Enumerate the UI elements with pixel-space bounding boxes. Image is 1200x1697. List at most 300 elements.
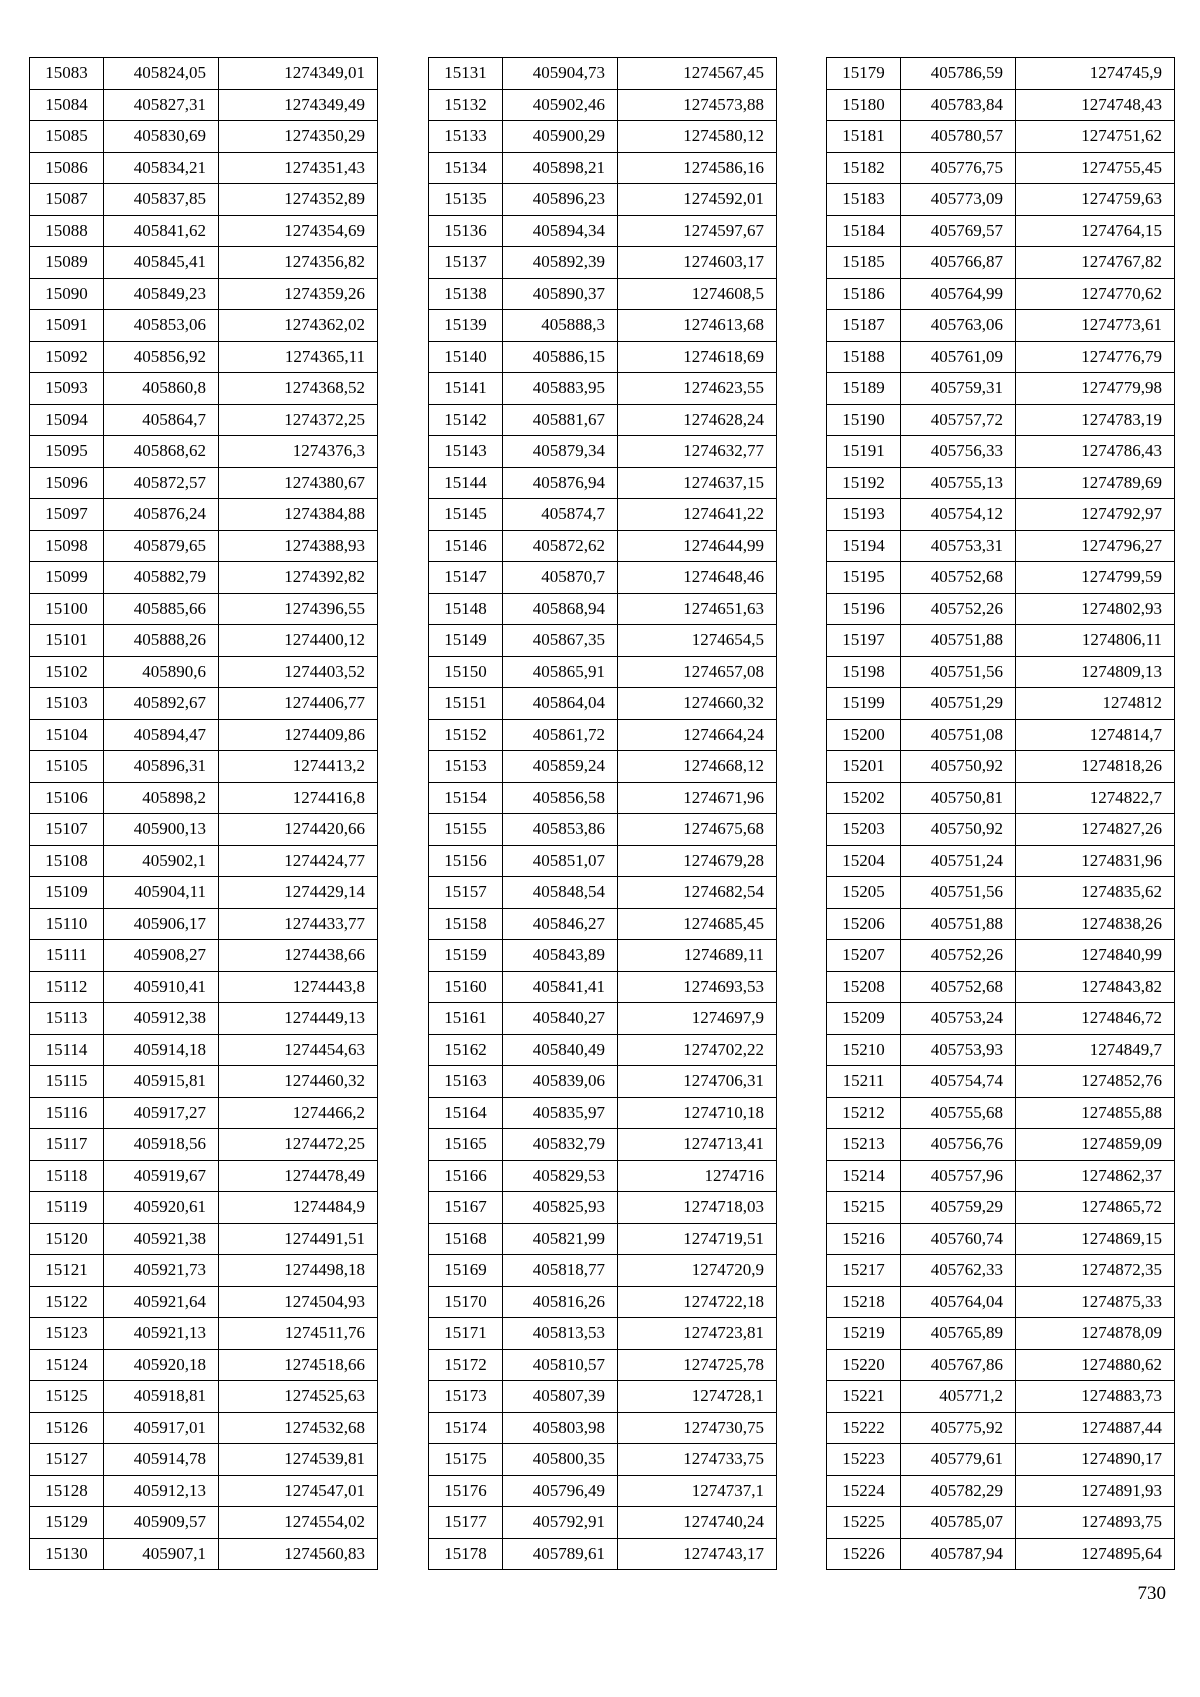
table-row <box>30 467 378 499</box>
table-row <box>429 499 777 531</box>
y-coordinate-cell: 1274547,01 <box>219 1475 378 1507</box>
point-number-cell: 15171 <box>429 1318 503 1350</box>
point-number-cell: 15192 <box>827 467 901 499</box>
point-number-cell: 15166 <box>429 1160 503 1192</box>
y-coordinate-cell: 1274372,25 <box>219 404 378 436</box>
y-coordinate-cell: 1274511,76 <box>219 1318 378 1350</box>
y-coordinate-cell: 1274403,52 <box>219 656 378 688</box>
table-row <box>827 341 1175 373</box>
x-coordinate-cell: 405756,33 <box>901 436 1016 468</box>
x-coordinate-cell: 405912,13 <box>104 1475 219 1507</box>
x-coordinate-cell: 405813,53 <box>503 1318 618 1350</box>
y-coordinate-cell: 1274748,43 <box>1016 89 1175 121</box>
y-coordinate-cell: 1274628,24 <box>618 404 777 436</box>
x-coordinate-cell: 405904,73 <box>503 58 618 90</box>
point-number-cell: 15104 <box>30 719 104 751</box>
table-row <box>429 1412 777 1444</box>
point-number-cell: 15107 <box>30 814 104 846</box>
y-coordinate-cell: 1274740,24 <box>618 1507 777 1539</box>
x-coordinate-cell: 405902,46 <box>503 89 618 121</box>
table-row <box>827 1381 1175 1413</box>
point-number-cell: 15131 <box>429 58 503 90</box>
y-coordinate-cell: 1274812 <box>1016 688 1175 720</box>
x-coordinate-cell: 405853,06 <box>104 310 219 342</box>
x-coordinate-cell: 405751,29 <box>901 688 1016 720</box>
table-row <box>429 1003 777 1035</box>
y-coordinate-cell: 1274722,18 <box>618 1286 777 1318</box>
point-number-cell: 15105 <box>30 751 104 783</box>
table-row <box>429 1538 777 1570</box>
point-number-cell: 15173 <box>429 1381 503 1413</box>
point-number-cell: 15140 <box>429 341 503 373</box>
coordinates-table-1 <box>29 57 378 1570</box>
point-number-cell: 15220 <box>827 1349 901 1381</box>
x-coordinate-cell: 405908,27 <box>104 940 219 972</box>
x-coordinate-cell: 405751,88 <box>901 625 1016 657</box>
table-row <box>429 782 777 814</box>
x-coordinate-cell: 405917,01 <box>104 1412 219 1444</box>
y-coordinate-cell: 1274878,09 <box>1016 1318 1175 1350</box>
table-row <box>429 1129 777 1161</box>
table-row <box>827 656 1175 688</box>
x-coordinate-cell: 405918,81 <box>104 1381 219 1413</box>
point-number-cell: 15219 <box>827 1318 901 1350</box>
y-coordinate-cell: 1274764,15 <box>1016 215 1175 247</box>
x-coordinate-cell: 405874,7 <box>503 499 618 531</box>
table-row <box>30 1034 378 1066</box>
point-number-cell: 15215 <box>827 1192 901 1224</box>
x-coordinate-cell: 405879,34 <box>503 436 618 468</box>
x-coordinate-cell: 405918,56 <box>104 1129 219 1161</box>
x-coordinate-cell: 405856,58 <box>503 782 618 814</box>
x-coordinate-cell: 405755,68 <box>901 1097 1016 1129</box>
point-number-cell: 15117 <box>30 1129 104 1161</box>
point-number-cell: 15157 <box>429 877 503 909</box>
point-number-cell: 15211 <box>827 1066 901 1098</box>
table-row <box>827 562 1175 594</box>
y-coordinate-cell: 1274420,66 <box>219 814 378 846</box>
x-coordinate-cell: 405861,72 <box>503 719 618 751</box>
table-row <box>30 908 378 940</box>
point-number-cell: 15121 <box>30 1255 104 1287</box>
point-number-cell: 15083 <box>30 58 104 90</box>
point-number-cell: 15143 <box>429 436 503 468</box>
table-row <box>827 1223 1175 1255</box>
table-row <box>30 215 378 247</box>
y-coordinate-cell: 1274608,5 <box>618 278 777 310</box>
y-coordinate-cell: 1274406,77 <box>219 688 378 720</box>
point-number-cell: 15122 <box>30 1286 104 1318</box>
table-row <box>827 247 1175 279</box>
x-coordinate-cell: 405756,76 <box>901 1129 1016 1161</box>
y-coordinate-cell: 1274697,9 <box>618 1003 777 1035</box>
y-coordinate-cell: 1274869,15 <box>1016 1223 1175 1255</box>
y-coordinate-cell: 1274618,69 <box>618 341 777 373</box>
table-row <box>429 1475 777 1507</box>
y-coordinate-cell: 1274835,62 <box>1016 877 1175 909</box>
table-row <box>429 688 777 720</box>
x-coordinate-cell: 405872,57 <box>104 467 219 499</box>
point-number-cell: 15176 <box>429 1475 503 1507</box>
point-number-cell: 15188 <box>827 341 901 373</box>
x-coordinate-cell: 405920,61 <box>104 1192 219 1224</box>
x-coordinate-cell: 405754,74 <box>901 1066 1016 1098</box>
y-coordinate-cell: 1274641,22 <box>618 499 777 531</box>
x-coordinate-cell: 405757,96 <box>901 1160 1016 1192</box>
x-coordinate-cell: 405752,68 <box>901 971 1016 1003</box>
point-number-cell: 15100 <box>30 593 104 625</box>
x-coordinate-cell: 405837,85 <box>104 184 219 216</box>
point-number-cell: 15113 <box>30 1003 104 1035</box>
x-coordinate-cell: 405892,67 <box>104 688 219 720</box>
x-coordinate-cell: 405763,06 <box>901 310 1016 342</box>
table-row <box>30 625 378 657</box>
point-number-cell: 15085 <box>30 121 104 153</box>
x-coordinate-cell: 405921,64 <box>104 1286 219 1318</box>
y-coordinate-cell: 1274368,52 <box>219 373 378 405</box>
table-row <box>30 1286 378 1318</box>
x-coordinate-cell: 405917,27 <box>104 1097 219 1129</box>
y-coordinate-cell: 1274567,45 <box>618 58 777 90</box>
x-coordinate-cell: 405762,33 <box>901 1255 1016 1287</box>
x-coordinate-cell: 405843,89 <box>503 940 618 972</box>
table-row <box>30 1255 378 1287</box>
table-row <box>429 530 777 562</box>
point-number-cell: 15138 <box>429 278 503 310</box>
table-row <box>827 1097 1175 1129</box>
y-coordinate-cell: 1274827,26 <box>1016 814 1175 846</box>
x-coordinate-cell: 405803,98 <box>503 1412 618 1444</box>
point-number-cell: 15144 <box>429 467 503 499</box>
table-row <box>30 1223 378 1255</box>
table-row <box>30 814 378 846</box>
table-row <box>30 530 378 562</box>
table-row <box>429 751 777 783</box>
x-coordinate-cell: 405851,07 <box>503 845 618 877</box>
point-number-cell: 15177 <box>429 1507 503 1539</box>
table-row <box>827 310 1175 342</box>
y-coordinate-cell: 1274592,01 <box>618 184 777 216</box>
table-row <box>429 1349 777 1381</box>
point-number-cell: 15161 <box>429 1003 503 1035</box>
y-coordinate-cell: 1274424,77 <box>219 845 378 877</box>
point-number-cell: 15096 <box>30 467 104 499</box>
point-number-cell: 15111 <box>30 940 104 972</box>
x-coordinate-cell: 405753,31 <box>901 530 1016 562</box>
point-number-cell: 15094 <box>30 404 104 436</box>
y-coordinate-cell: 1274682,54 <box>618 877 777 909</box>
point-number-cell: 15087 <box>30 184 104 216</box>
point-number-cell: 15086 <box>30 152 104 184</box>
point-number-cell: 15202 <box>827 782 901 814</box>
point-number-cell: 15175 <box>429 1444 503 1476</box>
y-coordinate-cell: 1274725,78 <box>618 1349 777 1381</box>
y-coordinate-cell: 1274893,75 <box>1016 1507 1175 1539</box>
y-coordinate-cell: 1274796,27 <box>1016 530 1175 562</box>
table-row <box>429 278 777 310</box>
point-number-cell: 15178 <box>429 1538 503 1570</box>
point-number-cell: 15217 <box>827 1255 901 1287</box>
point-number-cell: 15114 <box>30 1034 104 1066</box>
y-coordinate-cell: 1274478,49 <box>219 1160 378 1192</box>
table-row <box>30 751 378 783</box>
x-coordinate-cell: 405849,23 <box>104 278 219 310</box>
y-coordinate-cell: 1274759,63 <box>1016 184 1175 216</box>
table-row <box>827 499 1175 531</box>
x-coordinate-cell: 405780,57 <box>901 121 1016 153</box>
y-coordinate-cell: 1274623,55 <box>618 373 777 405</box>
y-coordinate-cell: 1274789,69 <box>1016 467 1175 499</box>
y-coordinate-cell: 1274786,43 <box>1016 436 1175 468</box>
y-coordinate-cell: 1274573,88 <box>618 89 777 121</box>
table-row <box>429 1255 777 1287</box>
point-number-cell: 15120 <box>30 1223 104 1255</box>
x-coordinate-cell: 405824,05 <box>104 58 219 90</box>
table-row <box>30 1066 378 1098</box>
table-row <box>827 184 1175 216</box>
x-coordinate-cell: 405888,26 <box>104 625 219 657</box>
point-number-cell: 15159 <box>429 940 503 972</box>
x-coordinate-cell: 405755,13 <box>901 467 1016 499</box>
x-coordinate-cell: 405761,09 <box>901 341 1016 373</box>
y-coordinate-cell: 1274770,62 <box>1016 278 1175 310</box>
y-coordinate-cell: 1274809,13 <box>1016 656 1175 688</box>
y-coordinate-cell: 1274675,68 <box>618 814 777 846</box>
table-row <box>827 845 1175 877</box>
x-coordinate-cell: 405752,26 <box>901 940 1016 972</box>
coordinates-table-3 <box>826 57 1175 1570</box>
point-number-cell: 15174 <box>429 1412 503 1444</box>
point-number-cell: 15153 <box>429 751 503 783</box>
table-row <box>429 310 777 342</box>
table-row <box>827 908 1175 940</box>
table-row <box>827 1349 1175 1381</box>
y-coordinate-cell: 1274865,72 <box>1016 1192 1175 1224</box>
y-coordinate-cell: 1274846,72 <box>1016 1003 1175 1035</box>
point-number-cell: 15164 <box>429 1097 503 1129</box>
table-row <box>30 940 378 972</box>
point-number-cell: 15168 <box>429 1223 503 1255</box>
table-row <box>827 688 1175 720</box>
y-coordinate-cell: 1274779,98 <box>1016 373 1175 405</box>
table-row <box>827 89 1175 121</box>
table-row <box>827 719 1175 751</box>
y-coordinate-cell: 1274504,93 <box>219 1286 378 1318</box>
table-row <box>429 1507 777 1539</box>
table-row <box>827 1444 1175 1476</box>
table-row <box>30 310 378 342</box>
x-coordinate-cell: 405769,57 <box>901 215 1016 247</box>
table-row <box>429 814 777 846</box>
point-number-cell: 15149 <box>429 625 503 657</box>
x-coordinate-cell: 405890,37 <box>503 278 618 310</box>
x-coordinate-cell: 405890,6 <box>104 656 219 688</box>
point-number-cell: 15165 <box>429 1129 503 1161</box>
y-coordinate-cell: 1274648,46 <box>618 562 777 594</box>
x-coordinate-cell: 405859,24 <box>503 751 618 783</box>
point-number-cell: 15225 <box>827 1507 901 1539</box>
y-coordinate-cell: 1274438,66 <box>219 940 378 972</box>
x-coordinate-cell: 405881,67 <box>503 404 618 436</box>
y-coordinate-cell: 1274745,9 <box>1016 58 1175 90</box>
x-coordinate-cell: 405786,59 <box>901 58 1016 90</box>
point-number-cell: 15170 <box>429 1286 503 1318</box>
table-row <box>30 184 378 216</box>
y-coordinate-cell: 1274831,96 <box>1016 845 1175 877</box>
table-row <box>30 1129 378 1161</box>
x-coordinate-cell: 405885,66 <box>104 593 219 625</box>
y-coordinate-cell: 1274783,19 <box>1016 404 1175 436</box>
x-coordinate-cell: 405830,69 <box>104 121 219 153</box>
point-number-cell: 15136 <box>429 215 503 247</box>
x-coordinate-cell: 405796,49 <box>503 1475 618 1507</box>
x-coordinate-cell: 405832,79 <box>503 1129 618 1161</box>
x-coordinate-cell: 405771,2 <box>901 1381 1016 1413</box>
point-number-cell: 15182 <box>827 152 901 184</box>
x-coordinate-cell: 405779,61 <box>901 1444 1016 1476</box>
table-row <box>429 656 777 688</box>
x-coordinate-cell: 405921,73 <box>104 1255 219 1287</box>
point-number-cell: 15103 <box>30 688 104 720</box>
x-coordinate-cell: 405912,38 <box>104 1003 219 1035</box>
y-coordinate-cell: 1274671,96 <box>618 782 777 814</box>
table-row <box>30 152 378 184</box>
table-row <box>30 436 378 468</box>
table-row <box>30 89 378 121</box>
x-coordinate-cell: 405785,07 <box>901 1507 1016 1539</box>
table-row <box>429 625 777 657</box>
table-row <box>429 877 777 909</box>
x-coordinate-cell: 405892,39 <box>503 247 618 279</box>
point-number-cell: 15097 <box>30 499 104 531</box>
point-number-cell: 15142 <box>429 404 503 436</box>
x-coordinate-cell: 405894,34 <box>503 215 618 247</box>
table-row <box>429 593 777 625</box>
table-row <box>827 1412 1175 1444</box>
x-coordinate-cell: 405886,15 <box>503 341 618 373</box>
y-coordinate-cell: 1274362,02 <box>219 310 378 342</box>
table-row <box>827 404 1175 436</box>
x-coordinate-cell: 405764,04 <box>901 1286 1016 1318</box>
y-coordinate-cell: 1274380,67 <box>219 467 378 499</box>
point-number-cell: 15207 <box>827 940 901 972</box>
point-number-cell: 15201 <box>827 751 901 783</box>
y-coordinate-cell: 1274767,82 <box>1016 247 1175 279</box>
y-coordinate-cell: 1274597,67 <box>618 215 777 247</box>
y-coordinate-cell: 1274891,93 <box>1016 1475 1175 1507</box>
y-coordinate-cell: 1274702,22 <box>618 1034 777 1066</box>
y-coordinate-cell: 1274895,64 <box>1016 1538 1175 1570</box>
x-coordinate-cell: 405818,77 <box>503 1255 618 1287</box>
x-coordinate-cell: 405751,08 <box>901 719 1016 751</box>
y-coordinate-cell: 1274518,66 <box>219 1349 378 1381</box>
x-coordinate-cell: 405921,38 <box>104 1223 219 1255</box>
y-coordinate-cell: 1274349,01 <box>219 58 378 90</box>
x-coordinate-cell: 405896,31 <box>104 751 219 783</box>
y-coordinate-cell: 1274603,17 <box>618 247 777 279</box>
x-coordinate-cell: 405807,39 <box>503 1381 618 1413</box>
y-coordinate-cell: 1274880,62 <box>1016 1349 1175 1381</box>
point-number-cell: 15106 <box>30 782 104 814</box>
x-coordinate-cell: 405759,31 <box>901 373 1016 405</box>
x-coordinate-cell: 405760,74 <box>901 1223 1016 1255</box>
y-coordinate-cell: 1274875,33 <box>1016 1286 1175 1318</box>
table-row <box>827 1129 1175 1161</box>
x-coordinate-cell: 405751,24 <box>901 845 1016 877</box>
x-coordinate-cell: 405776,75 <box>901 152 1016 184</box>
point-number-cell: 15205 <box>827 877 901 909</box>
y-coordinate-cell: 1274651,63 <box>618 593 777 625</box>
y-coordinate-cell: 1274396,55 <box>219 593 378 625</box>
x-coordinate-cell: 405907,1 <box>104 1538 219 1570</box>
table-row <box>30 1507 378 1539</box>
point-number-cell: 15133 <box>429 121 503 153</box>
x-coordinate-cell: 405841,41 <box>503 971 618 1003</box>
y-coordinate-cell: 1274806,11 <box>1016 625 1175 657</box>
table-row <box>30 1412 378 1444</box>
y-coordinate-cell: 1274887,44 <box>1016 1412 1175 1444</box>
x-coordinate-cell: 405750,92 <box>901 814 1016 846</box>
table-row <box>827 971 1175 1003</box>
x-coordinate-cell: 405868,62 <box>104 436 219 468</box>
point-number-cell: 15185 <box>827 247 901 279</box>
point-number-cell: 15152 <box>429 719 503 751</box>
y-coordinate-cell: 1274668,12 <box>618 751 777 783</box>
table-row <box>827 1507 1175 1539</box>
point-number-cell: 15226 <box>827 1538 901 1570</box>
point-number-cell: 15125 <box>30 1381 104 1413</box>
y-coordinate-cell: 1274443,8 <box>219 971 378 1003</box>
table-row <box>429 1066 777 1098</box>
point-number-cell: 15127 <box>30 1444 104 1476</box>
x-coordinate-cell: 405872,62 <box>503 530 618 562</box>
point-number-cell: 15119 <box>30 1192 104 1224</box>
point-number-cell: 15194 <box>827 530 901 562</box>
y-coordinate-cell: 1274354,69 <box>219 215 378 247</box>
x-coordinate-cell: 405888,3 <box>503 310 618 342</box>
table-row <box>30 562 378 594</box>
table-row <box>30 1444 378 1476</box>
point-number-cell: 15109 <box>30 877 104 909</box>
point-number-cell: 15213 <box>827 1129 901 1161</box>
x-coordinate-cell: 405910,41 <box>104 971 219 1003</box>
y-coordinate-cell: 1274644,99 <box>618 530 777 562</box>
x-coordinate-cell: 405775,92 <box>901 1412 1016 1444</box>
x-coordinate-cell: 405919,67 <box>104 1160 219 1192</box>
x-coordinate-cell: 405787,94 <box>901 1538 1016 1570</box>
x-coordinate-cell: 405792,91 <box>503 1507 618 1539</box>
y-coordinate-cell: 1274637,15 <box>618 467 777 499</box>
table-row <box>827 940 1175 972</box>
point-number-cell: 15093 <box>30 373 104 405</box>
y-coordinate-cell: 1274862,37 <box>1016 1160 1175 1192</box>
point-number-cell: 15222 <box>827 1412 901 1444</box>
y-coordinate-cell: 1274359,26 <box>219 278 378 310</box>
y-coordinate-cell: 1274433,77 <box>219 908 378 940</box>
x-coordinate-cell: 405782,29 <box>901 1475 1016 1507</box>
x-coordinate-cell: 405915,81 <box>104 1066 219 1098</box>
table-row <box>30 1192 378 1224</box>
table-row <box>827 814 1175 846</box>
table-row <box>827 278 1175 310</box>
x-coordinate-cell: 405759,29 <box>901 1192 1016 1224</box>
y-coordinate-cell: 1274376,3 <box>219 436 378 468</box>
table-row <box>429 562 777 594</box>
table-row <box>827 1538 1175 1570</box>
point-number-cell: 15221 <box>827 1381 901 1413</box>
point-number-cell: 15212 <box>827 1097 901 1129</box>
y-coordinate-cell: 1274822,7 <box>1016 782 1175 814</box>
